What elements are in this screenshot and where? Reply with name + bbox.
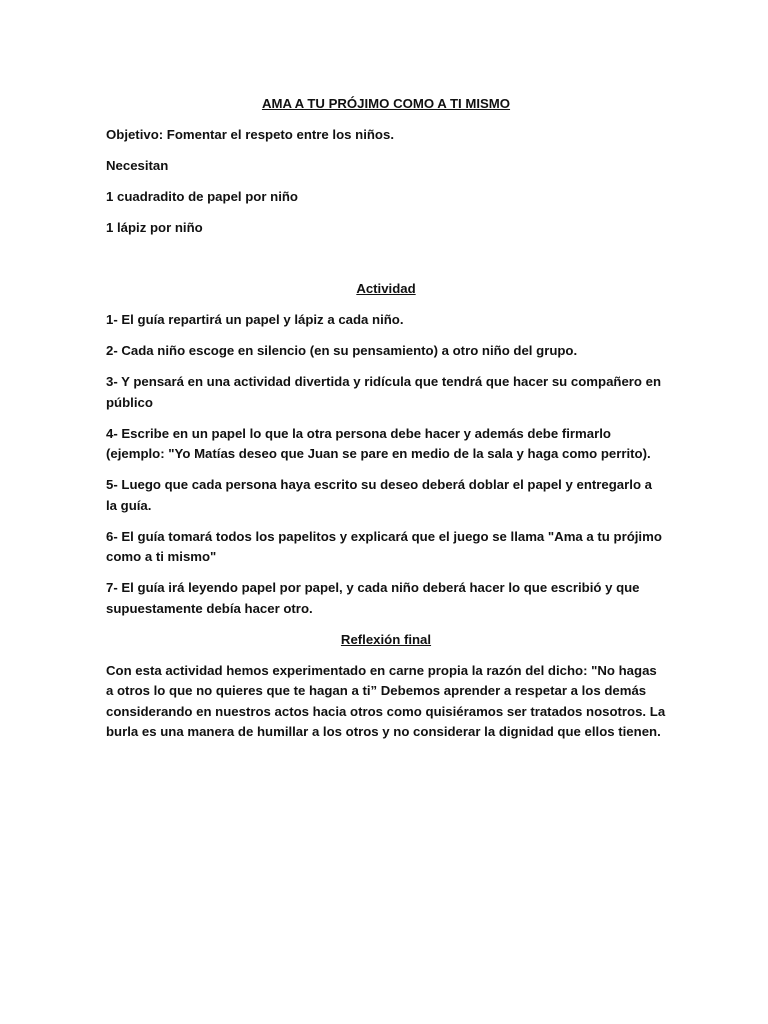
- reflection-text: Con esta actividad hemos experimentado en carne propia la razón del dicho: "No hagas a otros lo que no quieres que te hagan a ti” Debemos aprender a respetar a los demás considerando en nuestros actos hacia otros como quisiéramos ser tratados nosotros. La burla es una manera de humillar a los otros y no considerar la dignidad que ellos tienen.: [106, 662, 666, 739]
- activity-step: 6- El guía tomará todos los papelitos y explicará que el juego se llama "Ama a tu prójimo como a ti mismo": [106, 528, 662, 564]
- material-item: 1 lápiz por niño: [106, 219, 203, 235]
- activity-step: 7- El guía irá leyendo papel por papel, y cada niño deberá hacer lo que escribió y que supuestamente debía hacer otro.: [106, 580, 640, 616]
- document-page: [106, 94, 666, 743]
- needs-heading: Necesitan: [106, 157, 169, 173]
- activity-step: 2- Cada niño escoge en silencio (en su pensamiento) a otro niño del grupo.: [106, 343, 578, 358]
- material-item: 1 cuadradito de papel por niño: [106, 188, 298, 204]
- document-title: AMA A TU PRÓJIMO COMO A TI MISMO: [261, 96, 511, 111]
- activity-step: 3- Y pensará en una actividad divertida y ridícula que tendrá que hacer su compañero en público: [106, 374, 662, 410]
- activity-step: 4- Escribe en un papel lo que la otra persona debe hacer y además debe firmarlo (ejemplo: "Yo Matías deseo que Juan se pare en medio de la sala y haga como perrito).: [106, 425, 651, 461]
- activity-step: 1- El guía repartirá un papel y lápiz a cada niño.: [106, 312, 404, 327]
- activity-heading: Actividad: [356, 281, 416, 296]
- objective-text: Objetivo: Fomentar el respeto entre los niños.: [106, 126, 394, 142]
- reflection-heading: Reflexión final: [340, 631, 432, 647]
- activity-step: 5- Luego que cada persona haya escrito su deseo deberá doblar el papel y entregarlo a la guía.: [106, 477, 652, 513]
